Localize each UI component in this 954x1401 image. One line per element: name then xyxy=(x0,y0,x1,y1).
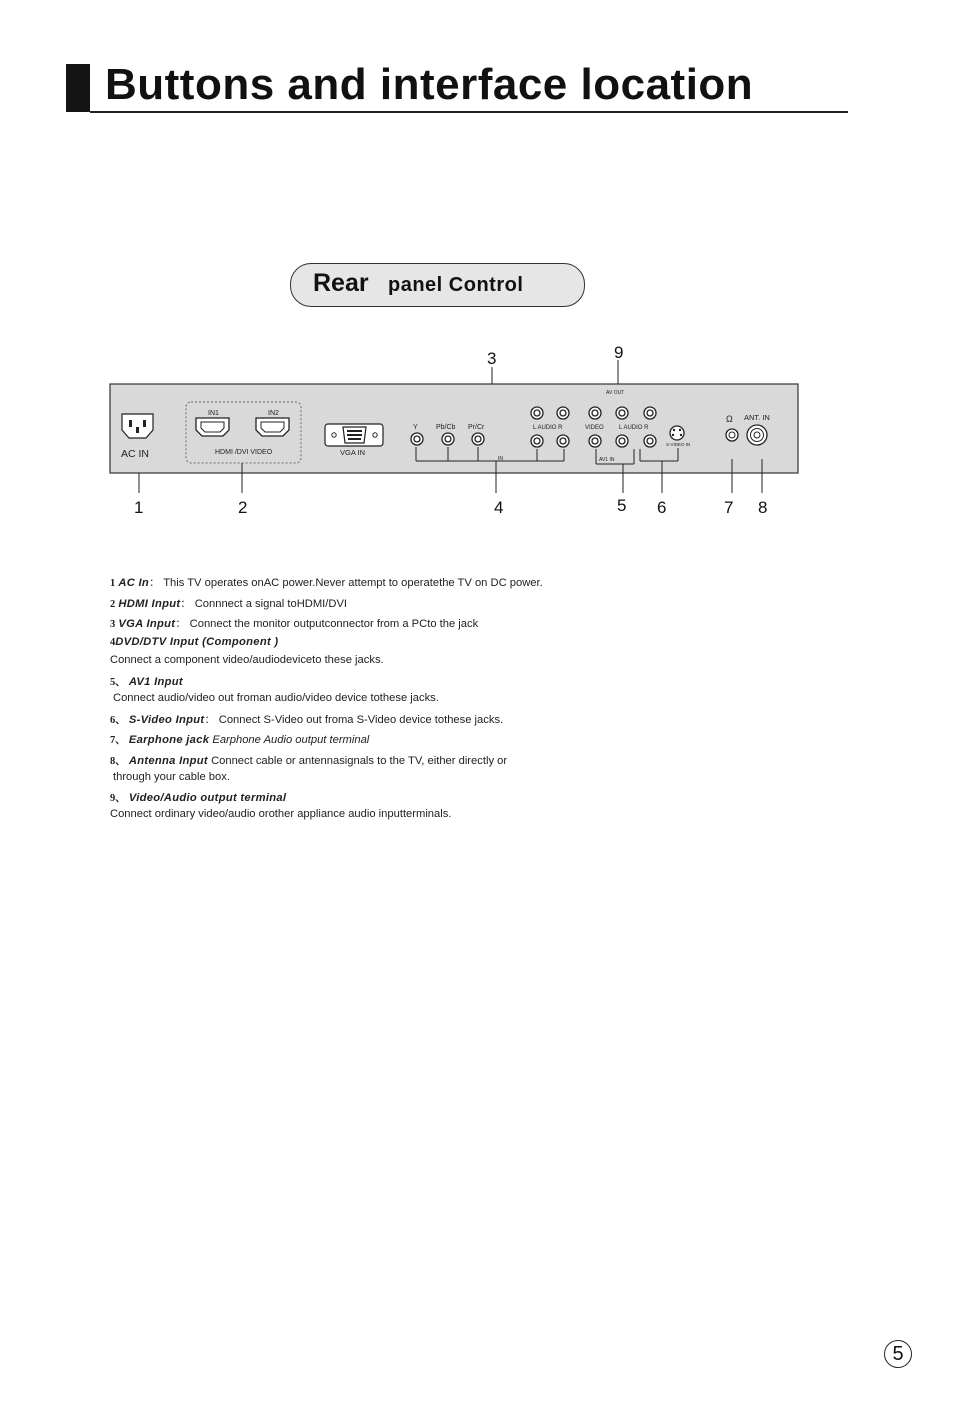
av-out-label: AV OUT xyxy=(606,390,625,396)
component-audio-label: L AUDIO R xyxy=(533,425,563,431)
item-6-line xyxy=(110,711,503,727)
item-3-separator: ： xyxy=(175,618,187,630)
hdmi-in2-port xyxy=(256,418,289,436)
earphone-icon: Ω xyxy=(726,414,733,424)
callout-7: 7 xyxy=(724,498,734,517)
item-1-separator: ： xyxy=(149,577,161,589)
item-9-text: Connect ordinary video/audio orother appliance audio inputterminals. xyxy=(110,808,452,820)
hdmi-in1-port xyxy=(196,418,229,436)
ant-in-label: ANT. IN xyxy=(744,413,770,422)
earphone-jack xyxy=(726,429,738,441)
vga-in-port xyxy=(325,424,383,446)
item-4-text: Connect a component video/audiodeviceto these jacks. xyxy=(110,654,384,666)
hdmi-caption: HDMI /DVI VIDEO xyxy=(215,449,273,456)
item-9-label: Video/Audio output terminal xyxy=(128,792,287,804)
component-pb-label: Pb/Cb xyxy=(436,424,456,431)
av-audio-label: L AUDIO R xyxy=(619,425,649,431)
section-heading-panel-control: panel Control xyxy=(388,274,524,296)
item-5-number: 5、 xyxy=(110,677,126,688)
vga-caption: VGA IN xyxy=(340,448,366,457)
callout-6: 6 xyxy=(657,498,667,517)
hdmi-in2-label: IN2 xyxy=(268,410,279,417)
callout-4: 4 xyxy=(494,498,504,517)
callout-8: 8 xyxy=(758,498,768,517)
item-2-separator: ： xyxy=(180,598,192,610)
item-2-label: HDMI Input xyxy=(118,598,181,610)
component-pr-label: Pr/Cr xyxy=(468,424,485,431)
ac-in-socket xyxy=(122,414,153,438)
item-1-number: 1 xyxy=(110,578,116,589)
section-heading-pill xyxy=(290,263,585,307)
callout-5: 5 xyxy=(617,496,627,515)
item-8-text: Connect cable or antennasignals to the TV, either directly or xyxy=(211,755,508,767)
item-3-label: VGA Input xyxy=(118,618,176,630)
component-in-label: IN xyxy=(498,456,503,462)
item-3-number: 3 xyxy=(110,619,116,630)
item-8-text-continued: through your cable box. xyxy=(113,771,230,783)
item-6-text: Connect S-Video out froma S-Video device tothese jacks. xyxy=(218,714,504,726)
item-4-label: DVD/DTV Input (Component ) xyxy=(115,636,279,648)
item-3-text: Connect the monitor outputconnector from a PCto the jack xyxy=(189,618,479,630)
item-4-line xyxy=(110,636,278,648)
callout-1: 1 xyxy=(134,498,144,517)
item-5-line xyxy=(110,674,183,689)
av1-in-label: AV1 IN xyxy=(599,457,615,463)
item-6-label: S-Video Input xyxy=(128,714,205,726)
svideo-port xyxy=(670,426,684,440)
rear-panel-diagram xyxy=(0,330,954,530)
item-9-number: 9、 xyxy=(110,793,126,804)
item-4-number: 4 xyxy=(110,637,116,648)
item-7-label: Earphone jack xyxy=(128,734,210,746)
svideo-label: S-VIDEO IN xyxy=(666,442,691,447)
title-marker-bar xyxy=(66,64,90,112)
item-1-text: This TV operates onAC power.Never attempt to operatethe TV on DC power. xyxy=(163,577,543,589)
callout-2: 2 xyxy=(238,498,248,517)
item-6-separator: ： xyxy=(204,714,216,726)
hdmi-in1-label: IN1 xyxy=(208,410,219,417)
page-title: Buttons and interface location xyxy=(105,60,754,109)
item-7-text: Earphone Audio output terminal xyxy=(212,734,370,746)
item-8-line xyxy=(110,753,507,768)
item-2-number: 2 xyxy=(110,599,116,610)
antenna-port xyxy=(747,425,767,445)
av-video-label: VIDEO xyxy=(585,425,604,431)
item-6-number: 6、 xyxy=(110,715,126,726)
item-5-label: AV1 Input xyxy=(128,676,183,688)
item-2-line xyxy=(110,595,347,611)
callout-9: 9 xyxy=(614,343,624,362)
ac-in-label: AC IN xyxy=(121,448,150,460)
item-7-number: 7、 xyxy=(110,735,126,746)
item-3-line xyxy=(110,615,478,631)
component-y-label: Y xyxy=(413,424,418,431)
title-underline xyxy=(90,111,848,113)
item-2-text: Connnect a signal toHDMI/DVI xyxy=(194,598,348,610)
item-8-number: 8、 xyxy=(110,756,126,767)
item-8-label: Antenna Input xyxy=(128,755,208,767)
item-5-text: Connect audio/video out froman audio/video device tothese jacks. xyxy=(113,692,439,704)
item-9-line xyxy=(110,790,286,805)
callout-3: 3 xyxy=(487,349,497,368)
item-1-line xyxy=(110,574,543,590)
page-number: 5 xyxy=(884,1340,912,1368)
item-7-line xyxy=(110,732,369,747)
section-heading-rear: Rear xyxy=(313,269,369,297)
item-1-label: AC In xyxy=(118,577,150,589)
